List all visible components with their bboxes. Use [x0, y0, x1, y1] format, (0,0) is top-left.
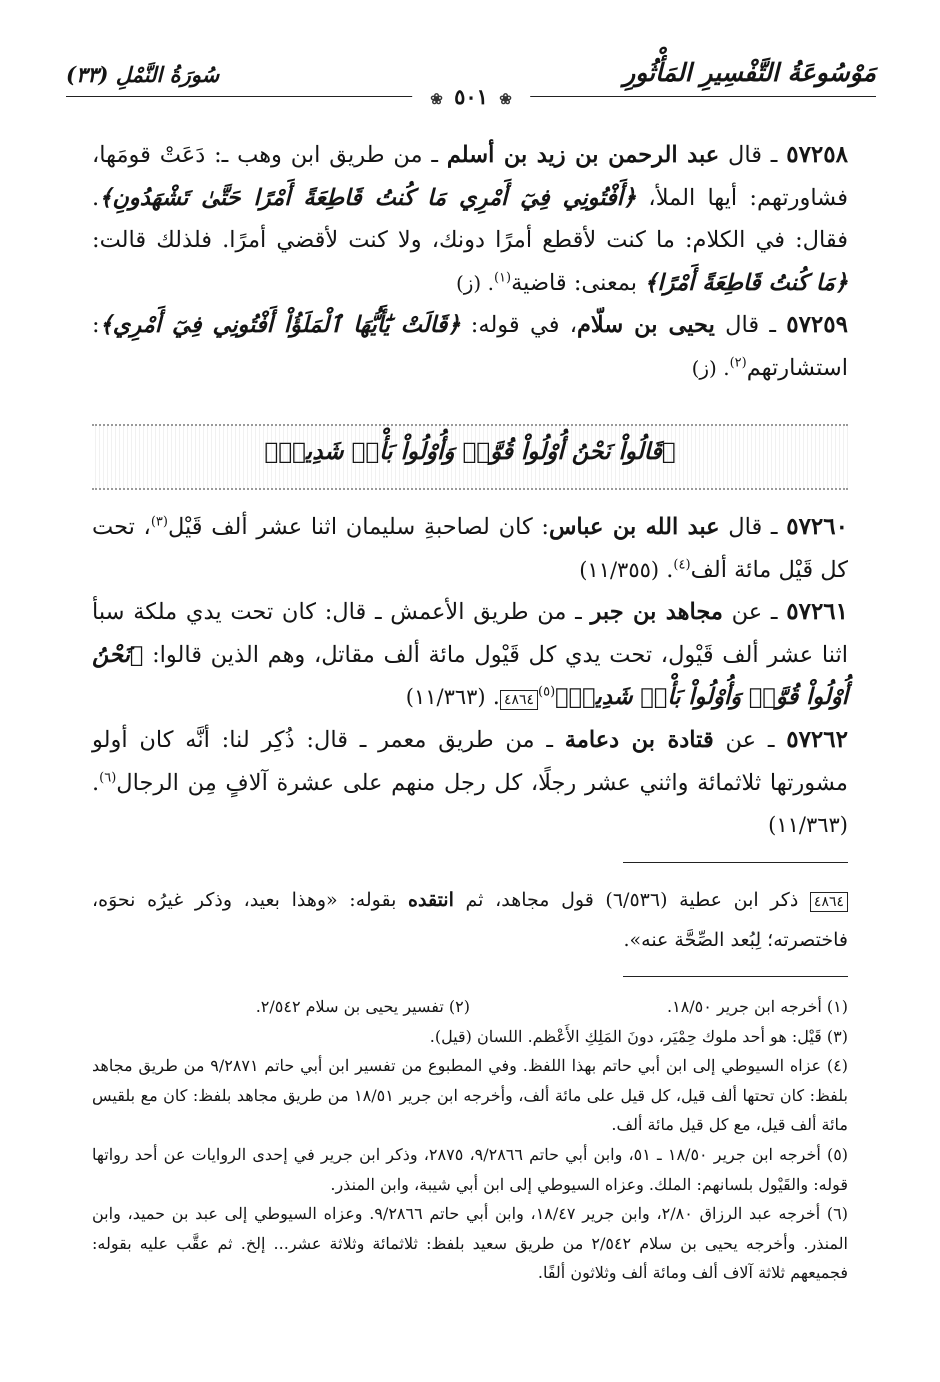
volume-page-ref: (١١/٣٦٣): [405, 685, 486, 710]
narration-number: ٥٧٢٦١: [786, 598, 849, 626]
page-number: ٥٠١: [454, 84, 488, 109]
commentary-number-box: ٤٨٦٤: [810, 892, 848, 912]
narration-end: . (ز): [691, 355, 730, 380]
narration-text: ـ من طريق الأعمش ـ قال: كان تحت يدي ملكة سبأ اثنا عشر ألف قَيْول، تحت يدي كل قَيْول مائة ألف مقاتل، وهم الذين قالوا:: [92, 599, 848, 668]
narration-text: : كان لصاحبةِ سليمان اثنا عشر ألف قَيْل: [167, 514, 549, 540]
narration-text: .: [92, 769, 100, 796]
narration-text: ـ عن: [713, 726, 787, 753]
footnote-5: (٥) أخرجه ابن جرير ١٨/٥٠ ـ ٥١، وابن أبي حاتم ٩/٢٨٦٦، ٢٨٧٥، وذكر ابن جرير في إحدى الروايات عن أحد رواتها قوله: والقَيْول بلسانهم: الملك. وعزاه السيوطي إلى ابن أبي شيبة، وابن المنذر.: [92, 1144, 849, 1194]
narration-number: ٥٧٢٥٨: [786, 141, 848, 168]
commentary-emphasis: انتقده: [408, 889, 454, 911]
narration-text: ـ من طريق ابن وهب ـ: دَعَتْ قومَها، فشاورتهم: أيها الملأ،: [92, 142, 848, 211]
verse-text: ﴿قَالُواْ نَحْنُ أُوْلُواْ قُوَّةٖ وَأُوْلُواْ بَأْسٖ شَدِيدٖ﴾: [264, 438, 676, 465]
narrator-name: قتادة بن دعامة: [564, 726, 714, 753]
volume-page-ref: (١١/٣٦٣): [768, 813, 848, 838]
narration-text: . فقال: في الكلام: ما كنت لأقطع أمرًا دونك، ولا كنت لأقضي أمرًا. فلذلك قالت:: [92, 184, 848, 254]
ornament-icon: ❀: [430, 90, 443, 108]
narration-number: ٥٧٢٥٩: [786, 311, 848, 339]
narration-text: : استشارتهم: [92, 312, 848, 381]
surah-title: سُورَةُ النَّمْلِ (٣٣): [66, 62, 220, 87]
volume-page-ref: (١١/٣٥٥): [579, 557, 660, 582]
footnote-6: (٦) أخرجه عبد الرزاق ٢/٨٠، وابن جرير ١٨/٤٧، وابن أبي حاتم ٩/٢٨٦٦. وعزاه السيوطي إلى عبد بن حميد، وابن المنذر. وأخرجه يحيى بن سلام ٢/٥٤٢ من طريق سعيد بلفظ: ثلاثمائة وثلاثة عشر... إلخ. ثم عقَّب عليه بقوله: فجميعهم ثلاثة آلاف ألف ومائة ألف وثلاثون ألفًا.: [92, 1204, 848, 1283]
narration-57262: [92, 719, 848, 847]
narration-text: ـ قال: [714, 312, 787, 339]
commentary-text: بقوله: «وهذا بعيد، وذكر غيرُه نحوَه، فاختصرته؛ لِبُعد الصِّحَّة عنه».: [92, 889, 848, 951]
narration-text: ، تحت كل قَيْل مائة ألف: [92, 514, 848, 583]
narrator-name: يحيى بن سلّام: [577, 312, 715, 339]
footnotes: [92, 992, 848, 1288]
separator-rule: [623, 862, 848, 863]
narration-number: ٥٧٢٦٢: [786, 725, 848, 753]
verse-heading: [92, 424, 848, 490]
narration-text: ، في قوله:: [460, 312, 577, 339]
footnote-4: (٤) عزاه السيوطي إلى ابن أبي حاتم بهذا اللفظ. وفي المطبوع من تفسير ابن أبي حاتم ٩/٢٨٧١ من طريق مجاهد بلفظ: كان تحتها ألف قيل، كل قيل على مائة ألف، وأخرجه ابن جرير ١٨/٥١ من طريق مجاهد بلفظ: كان مع بلقيس مائة ألف قيل، مع كل قيل مائة ألف.: [92, 1056, 849, 1135]
footnote-ref[interactable]: (٦): [99, 770, 117, 786]
narration-57260: [92, 506, 848, 591]
narration-number: ٥٧٢٦٠: [786, 513, 848, 540]
narration-text: ـ قال: [719, 142, 787, 168]
narration-end: . (ز): [455, 270, 494, 295]
narration-text: ـ من طريق معمر ـ قال: ذُكِر لنا: أنَّه كان أولو مشورتها ثلاثمائة واثني عشر رجلًا، كل رجل منهم على عشرة آلافٍ مِن الرجال: [92, 726, 848, 796]
commentary-text: ذكر ابن عطية (٦/٥٣٦) قول مجاهد، ثم: [453, 889, 810, 911]
footnote-ref[interactable]: (٣): [150, 514, 168, 530]
footnotes-rule: [623, 976, 848, 977]
footnote-1: (١) أخرجه ابن جرير ١٨/٥٠.: [667, 997, 848, 1016]
narrator-name: عبد الرحمن بن زيد بن أسلم: [446, 142, 720, 168]
narration-text: بمعنى: قاضية: [511, 269, 645, 296]
narration-57259: [92, 304, 848, 389]
narration-57261: [92, 591, 848, 719]
footnote-ref[interactable]: (٤): [673, 557, 691, 573]
commentary-ref-box[interactable]: ٤٨٦٤: [500, 690, 538, 710]
narration-57258: [92, 134, 848, 304]
footnote-row: [92, 992, 848, 1022]
footnote-ref[interactable]: (٢): [729, 355, 747, 371]
footnote-ref[interactable]: (٥): [538, 684, 556, 700]
page-header: [66, 52, 876, 110]
footnote-3: (٣) قَيْل: هو أحد ملوك حِمْيَر، دونَ المَلِكِ الأَعْظم. اللسان (قيل).: [429, 1026, 848, 1046]
quran-quote: ﴿نَحْنُ أُوْلُواْ قُوَّةٖ وَأُوْلُواْ بَأْسٖ شَدِيدٖ﴾: [92, 641, 848, 711]
main-text: [92, 134, 848, 390]
quran-quote: ﴿أَفْتُونِي فِيٓ أَمْرِي مَا كُنتُ قَاطِعَةً أَمْرًا حَتَّىٰ تَشْهَدُونِ﴾: [99, 184, 637, 211]
footnote-2: (٢) تفسير يحيى بن سلام ٢/٥٤٢.: [255, 997, 470, 1016]
main-text-2: [92, 506, 848, 847]
commentary-note: [92, 880, 848, 960]
book-title: مَوْسُوعَةُ التَّفْسِيرِ المَأْثُورِ: [623, 58, 876, 87]
narration-text: .: [485, 684, 500, 711]
narration-text: ـ قال: [719, 514, 787, 540]
footnote-ref[interactable]: (١): [493, 270, 512, 286]
page-number-block: [412, 84, 530, 109]
narration-text: ـ عن: [722, 599, 787, 626]
narrator-name: عبد الله بن عباس: [548, 514, 720, 540]
quran-quote: ﴿مَا كُنتُ قَاطِعَةً أَمْرًا﴾: [644, 269, 848, 296]
ornament-icon: ❀: [499, 90, 512, 108]
quran-quote: ﴿قَالَتْ يَٰٓأَيُّهَا ٱلْمَلَؤُاْ أَفْتُونِي فِيٓ أَمْرِي﴾: [99, 312, 461, 339]
narration-text: .: [659, 556, 674, 583]
narrator-name: مجاهد بن جبر: [590, 599, 723, 626]
